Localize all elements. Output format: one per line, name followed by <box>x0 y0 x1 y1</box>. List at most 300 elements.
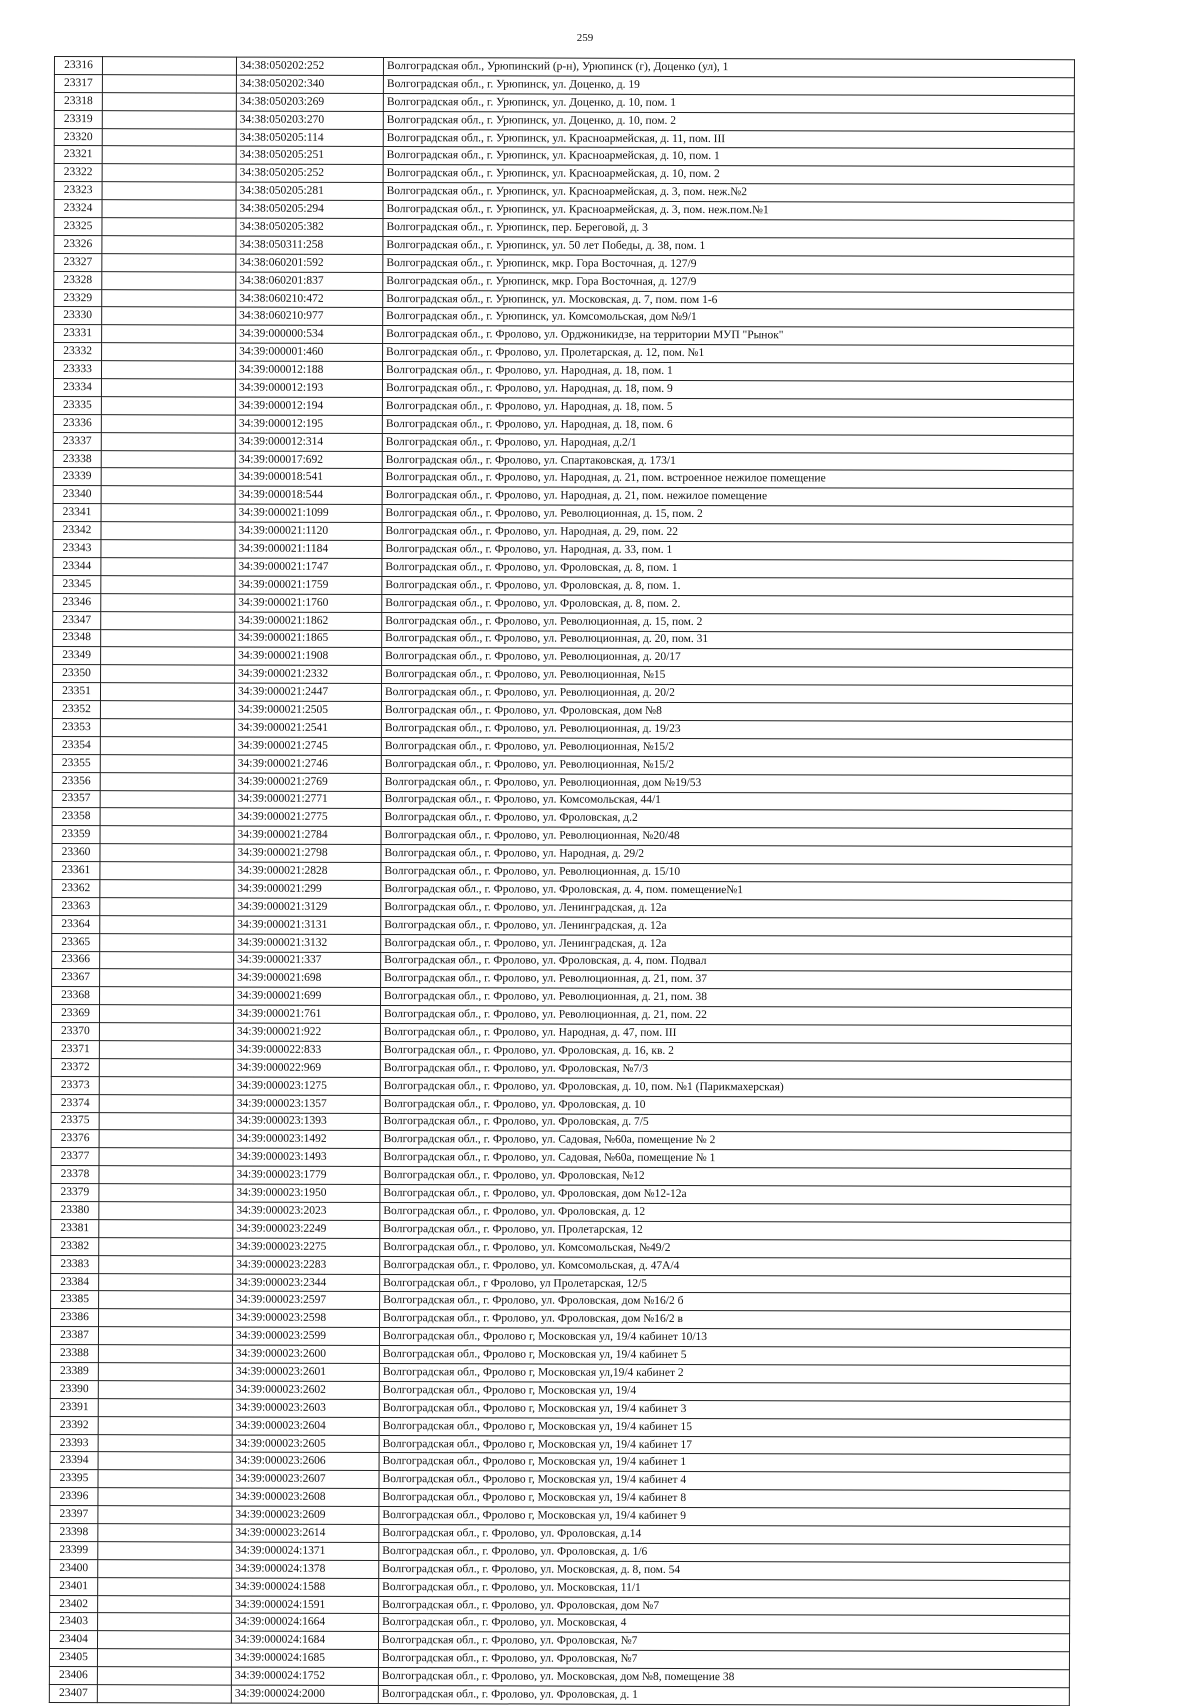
empty-cell <box>99 1255 233 1273</box>
empty-cell <box>97 1649 231 1667</box>
address-cell: Волгоградская обл., г. Фролово, ул. Революционная, №20/48 <box>381 827 1072 847</box>
cadastral-number-cell: 34:38:050203:270 <box>236 111 383 129</box>
cadastral-number-cell: 34:39:000023:2605 <box>232 1435 379 1453</box>
row-number-cell: 23362 <box>52 879 100 897</box>
cadastral-number-cell: 34:39:000023:2023 <box>233 1202 380 1220</box>
address-cell: Волгоградская обл., г. Урюпинск, пер. Береговой, д. 3 <box>383 219 1074 239</box>
row-number-cell: 23397 <box>50 1506 98 1524</box>
address-cell: Волгоградская обл., Фролово г, Московская ул, 19/4 кабинет 17 <box>379 1435 1070 1455</box>
empty-cell <box>98 1345 232 1363</box>
cadastral-number-cell: 34:39:000021:2505 <box>234 701 381 719</box>
cadastral-number-cell: 34:39:000021:2784 <box>234 826 381 844</box>
cadastral-number-cell: 34:39:000021:2798 <box>234 844 381 862</box>
row-number-cell: 23382 <box>51 1237 99 1255</box>
cadastral-number-cell: 34:39:000000:534 <box>236 325 383 343</box>
row-number-cell: 23371 <box>51 1040 99 1058</box>
empty-cell <box>98 1613 232 1631</box>
cadastral-number-cell: 34:39:000021:1747 <box>235 558 382 576</box>
address-cell: Волгоградская обл., г. Фролово, ул. Фроловская, д. 8, пом. 2. <box>382 594 1073 614</box>
address-cell: Волгоградская обл., г. Фролово, ул. Народная, д. 47, пом. III <box>380 1024 1071 1044</box>
empty-cell <box>101 593 235 611</box>
cadastral-number-cell: 34:39:000021:1760 <box>235 594 382 612</box>
row-number-cell: 23330 <box>54 307 102 325</box>
empty-cell <box>99 1166 233 1184</box>
cadastral-number-cell: 34:39:000021:2828 <box>234 862 381 880</box>
address-cell: Волгоградская обл., г. Фролово, ул. Революционная, д. 21, пом. 37 <box>381 970 1072 990</box>
cadastral-number-cell: 34:39:000012:194 <box>235 397 382 415</box>
cadastral-number-cell: 34:39:000024:1378 <box>232 1560 379 1578</box>
address-cell: Волгоградская обл., г. Урюпинск, ул. Комсомольская, дом №9/1 <box>383 308 1074 328</box>
cadastral-number-cell: 34:39:000021:922 <box>233 1023 380 1041</box>
row-number-cell: 23338 <box>53 450 101 468</box>
row-number-cell: 23392 <box>50 1416 98 1434</box>
empty-cell <box>101 504 235 522</box>
address-cell: Волгоградская обл., г. Фролово, ул. Революционная, д. 20, пом. 31 <box>382 630 1073 650</box>
cadastral-number-cell: 34:39:000023:2603 <box>232 1399 379 1417</box>
row-number-cell: 23391 <box>50 1398 98 1416</box>
row-number-cell: 23395 <box>50 1470 98 1488</box>
row-number-cell: 23350 <box>53 665 101 683</box>
empty-cell <box>100 844 234 862</box>
row-number-cell: 23401 <box>50 1577 98 1595</box>
address-cell: Волгоградская обл., Фролово г, Московская ул, 19/4 кабинет 15 <box>379 1417 1070 1437</box>
row-number-cell: 23360 <box>52 844 100 862</box>
row-number-cell: 23331 <box>54 325 102 343</box>
address-cell: Волгоградская обл., г. Фролово, ул. Революционная, д. 19/23 <box>381 719 1072 739</box>
row-number-cell: 23364 <box>52 915 100 933</box>
row-number-cell: 23372 <box>51 1058 99 1076</box>
empty-cell <box>98 1524 232 1542</box>
address-cell: Волгоградская обл., г. Фролово, ул. Народная, д. 18, пом. 5 <box>382 397 1073 417</box>
empty-cell <box>98 1452 232 1470</box>
empty-cell <box>99 1220 233 1238</box>
address-cell: Волгоградская обл., г. Фролово, ул. Фроловская, д. 1/6 <box>379 1542 1070 1562</box>
empty-cell <box>100 898 234 916</box>
address-cell: Волгоградская обл., г. Фролово, ул. Ленинградская, д. 12а <box>381 916 1072 936</box>
cadastral-number-cell: 34:39:000021:3132 <box>234 934 381 952</box>
address-cell: Волгоградская обл., г. Фролово, ул. Садовая, №60а, помещение № 2 <box>380 1131 1071 1151</box>
address-cell: Волгоградская обл., г. Фролово, ул. Комсомольская, №49/2 <box>380 1238 1071 1258</box>
address-cell: Волгоградская обл., г. Фролово, ул. Народная, д. 29/2 <box>381 845 1072 865</box>
empty-cell <box>101 379 235 397</box>
empty-cell <box>98 1577 232 1595</box>
empty-cell <box>100 862 234 880</box>
cadastral-number-cell: 34:39:000012:188 <box>235 361 382 379</box>
address-cell: Волгоградская обл., г. Фролово, ул. Фроловская, дом №8 <box>381 702 1072 722</box>
address-cell: Волгоградская обл., г. Фролово, ул. Революционная, д. 15, пом. 2 <box>382 612 1073 632</box>
address-cell: Волгоградская обл., г. Фролово, ул. Фроловская, дом №16/2 б <box>380 1292 1071 1312</box>
address-cell: Волгоградская обл., г. Фролово, ул. Революционная, дом №19/53 <box>381 773 1072 793</box>
empty-cell <box>100 754 234 772</box>
address-cell: Волгоградская обл., г. Фролово, ул. Фроловская, д. 4, пом. помещение№1 <box>381 880 1072 900</box>
row-number-cell: 23337 <box>53 432 101 450</box>
address-cell: Волгоградская обл., г. Фролово, ул. Фроловская, №7 <box>378 1650 1069 1670</box>
cadastral-number-cell: 34:39:000024:2000 <box>231 1685 378 1703</box>
cadastral-number-cell: 34:39:000023:2604 <box>232 1417 379 1435</box>
row-number-cell: 23367 <box>52 969 100 987</box>
address-cell: Волгоградская обл., г. Фролово, ул. Ленинградская, д. 12а <box>381 934 1072 954</box>
row-number-cell: 23356 <box>52 772 100 790</box>
row-number-cell: 23376 <box>51 1130 99 1148</box>
cadastral-number-cell: 34:39:000021:1908 <box>235 647 382 665</box>
cadastral-number-cell: 34:39:000023:2602 <box>232 1381 379 1399</box>
address-cell: Волгоградская обл., г. Фролово, ул. Народная, д. 18, пом. 6 <box>382 415 1073 435</box>
row-number-cell: 23344 <box>53 557 101 575</box>
row-number-cell: 23387 <box>50 1327 98 1345</box>
cadastral-number-cell: 34:39:000023:1357 <box>233 1095 380 1113</box>
row-number-cell: 23396 <box>50 1488 98 1506</box>
cadastral-number-cell: 34:38:050205:251 <box>236 147 383 165</box>
empty-cell <box>99 1130 233 1148</box>
cadastral-number-cell: 34:39:000021:1120 <box>235 522 382 540</box>
row-number-cell: 23354 <box>52 736 100 754</box>
row-number-cell: 23343 <box>53 540 101 558</box>
row-number-cell: 23373 <box>51 1076 99 1094</box>
row-number-cell: 23357 <box>52 790 100 808</box>
address-cell: Волгоградская обл., г. Урюпинск, ул. Московская, д. 7, пом. пом 1-6 <box>383 290 1074 310</box>
address-cell: Волгоградская обл., г. Фролово, ул. Фроловская, д. 16, кв. 2 <box>380 1042 1071 1062</box>
cadastral-number-cell: 34:39:000023:2607 <box>232 1470 379 1488</box>
address-cell: Волгоградская обл., г. Урюпинск, ул. Красноармейская, д. 10, пом. 2 <box>383 165 1074 185</box>
empty-cell <box>101 468 235 486</box>
empty-cell <box>99 1041 233 1059</box>
address-cell: Волгоградская обл., Урюпинский (р-н), Урюпинск (г), Доценко (ул), 1 <box>383 58 1074 78</box>
row-number-cell: 23398 <box>50 1524 98 1542</box>
empty-cell <box>101 432 235 450</box>
empty-cell <box>101 397 235 415</box>
address-cell: Волгоградская обл., г. Фролово, ул. Народная, д.2/1 <box>382 433 1073 453</box>
cadastral-number-cell: 34:39:000023:2601 <box>232 1363 379 1381</box>
empty-cell <box>99 1076 233 1094</box>
cadastral-number-cell: 34:39:000023:2597 <box>233 1292 380 1310</box>
cadastral-number-cell: 34:39:000023:1779 <box>233 1166 380 1184</box>
address-cell: Волгоградская обл., г. Фролово, ул. Пролетарская, д. 12, пом. №1 <box>383 344 1074 364</box>
empty-cell <box>99 1273 233 1291</box>
cadastral-number-cell: 34:39:000021:2332 <box>235 665 382 683</box>
empty-cell <box>100 880 234 898</box>
cadastral-number-cell: 34:39:000024:1591 <box>232 1596 379 1614</box>
empty-cell <box>98 1559 232 1577</box>
row-number-cell: 23379 <box>51 1184 99 1202</box>
address-cell: Волгоградская обл., Фролово г, Московская ул, 19/4 кабинет 5 <box>379 1346 1070 1366</box>
address-cell: Волгоградская обл., г. Фролово, ул. Революционная, д. 21, пом. 22 <box>380 1006 1071 1026</box>
empty-cell <box>100 683 234 701</box>
cadastral-number-cell: 34:39:000021:299 <box>234 880 381 898</box>
empty-cell <box>102 200 236 218</box>
empty-cell <box>99 1148 233 1166</box>
cadastral-number-cell: 34:39:000021:3129 <box>234 898 381 916</box>
empty-cell <box>97 1631 231 1649</box>
row-number-cell: 23319 <box>54 110 102 128</box>
cadastral-number-cell: 34:39:000024:1752 <box>231 1667 378 1685</box>
empty-cell <box>100 719 234 737</box>
cadastral-number-cell: 34:39:000021:1862 <box>235 612 382 630</box>
address-cell: Волгоградская обл., Фролово г, Московская ул, 19/4 <box>379 1381 1070 1401</box>
address-cell: Волгоградская обл., г. Урюпинск, мкр. Гора Восточная, д. 127/9 <box>383 272 1074 292</box>
cadastral-number-cell: 34:39:000021:699 <box>234 987 381 1005</box>
address-cell: Волгоградская обл., г. Фролово, ул. Орджоникидзе, на территории МУП "Рынок" <box>383 326 1074 346</box>
cadastral-number-cell: 34:39:000021:698 <box>234 969 381 987</box>
cadastral-number-cell: 34:38:050311:258 <box>236 236 383 254</box>
row-number-cell: 23363 <box>52 897 100 915</box>
empty-cell <box>102 182 236 200</box>
empty-cell <box>102 128 236 146</box>
empty-cell <box>100 790 234 808</box>
empty-cell <box>102 253 236 271</box>
row-number-cell: 23390 <box>50 1380 98 1398</box>
row-number-cell: 23329 <box>54 289 102 307</box>
address-cell: Волгоградская обл., г. Фролово, ул. Фроловская, д. 8, пом. 1. <box>382 576 1073 596</box>
row-number-cell: 23368 <box>52 987 100 1005</box>
row-number-cell: 23325 <box>54 218 102 236</box>
cadastral-number-cell: 34:39:000024:1684 <box>231 1631 378 1649</box>
row-number-cell: 23370 <box>51 1023 99 1041</box>
row-number-cell: 23375 <box>51 1112 99 1130</box>
empty-cell <box>101 647 235 665</box>
empty-cell <box>100 933 234 951</box>
address-cell: Волгоградская обл., г. Фролово, ул. Московская, дом №8, помещение 38 <box>378 1668 1069 1688</box>
empty-cell <box>100 772 234 790</box>
cadastral-number-cell: 34:39:000021:2745 <box>234 737 381 755</box>
row-number-cell: 23404 <box>49 1631 97 1649</box>
row-number-cell: 23341 <box>53 504 101 522</box>
cadastral-number-cell: 34:39:000021:337 <box>234 952 381 970</box>
empty-cell <box>100 736 234 754</box>
address-cell: Волгоградская обл., г. Фролово, ул. Фроловская, №12 <box>380 1167 1071 1187</box>
address-cell: Волгоградская обл., Фролово г, Московская ул,19/4 кабинет 2 <box>379 1364 1070 1384</box>
cadastral-number-cell: 34:39:000023:2609 <box>232 1506 379 1524</box>
address-cell: Волгоградская обл., г. Фролово, ул. Народная, д. 21, пом. нежилое помещение <box>382 487 1073 507</box>
cadastral-number-cell: 34:38:060201:592 <box>236 254 383 272</box>
cadastral-number-cell: 34:39:000021:1099 <box>235 504 382 522</box>
cadastral-number-cell: 34:39:000023:2344 <box>233 1274 380 1292</box>
empty-cell <box>98 1434 232 1452</box>
cadastral-number-cell: 34:39:000018:544 <box>235 486 382 504</box>
address-cell: Волгоградская обл., г. Фролово, ул. Фроловская, д. 10, пом. №1 (Парикмахерская) <box>380 1077 1071 1097</box>
row-number-cell: 23317 <box>54 74 102 92</box>
address-cell: Волгоградская обл., г Фролово, ул Пролетарская, 12/5 <box>380 1274 1071 1294</box>
address-cell: Волгоградская обл., г. Фролово, ул. Народная, д. 18, пом. 1 <box>382 362 1073 382</box>
row-number-cell: 23333 <box>53 361 101 379</box>
address-cell: Волгоградская обл., г. Фролово, ул. Комсомольская, 44/1 <box>381 791 1072 811</box>
address-cell: Волгоградская обл., г. Фролово, ул. Фроловская, д. 7/5 <box>380 1113 1071 1133</box>
row-number-cell: 23328 <box>54 271 102 289</box>
address-cell: Волгоградская обл., г. Фролово, ул. Фроловская, д.2 <box>381 809 1072 829</box>
empty-cell <box>100 915 234 933</box>
row-number-cell: 23346 <box>53 593 101 611</box>
row-number-cell: 23318 <box>54 92 102 110</box>
cadastral-number-cell: 34:39:000021:3131 <box>234 916 381 934</box>
row-number-cell: 23405 <box>49 1649 97 1667</box>
address-cell: Волгоградская обл., г. Фролово, ул. Фроловская, д. 4, пом. Подвал <box>381 952 1072 972</box>
address-cell: Волгоградская обл., г. Фролово, ул. Фроловская, д. 8, пом. 1 <box>382 558 1073 578</box>
row-number-cell: 23374 <box>51 1094 99 1112</box>
address-cell: Волгоградская обл., г. Фролово, ул. Фроловская, №7/3 <box>380 1059 1071 1079</box>
cadastral-number-cell: 34:38:050205:382 <box>236 218 383 236</box>
row-number-cell: 23324 <box>54 200 102 218</box>
cadastral-number-cell: 34:39:000012:195 <box>235 415 382 433</box>
empty-cell <box>98 1363 232 1381</box>
row-number-cell: 23377 <box>51 1148 99 1166</box>
cadastral-number-cell: 34:39:000021:1759 <box>235 576 382 594</box>
address-cell: Волгоградская обл., г. Фролово, ул. Народная, д. 21, пом. встроенное нежилое помещение <box>382 469 1073 489</box>
address-cell: Волгоградская обл., г. Урюпинск, ул. Красноармейская, д. 3, пом. неж.№2 <box>383 183 1074 203</box>
row-number-cell: 23335 <box>53 396 101 414</box>
row-number-cell: 23386 <box>51 1309 99 1327</box>
empty-cell <box>98 1398 232 1416</box>
cadastral-number-cell: 34:39:000023:2606 <box>232 1453 379 1471</box>
cadastral-number-cell: 34:39:000024:1685 <box>231 1649 378 1667</box>
cadastral-number-cell: 34:39:000021:2771 <box>234 791 381 809</box>
address-cell: Волгоградская обл., г. Фролово, ул. Народная, д. 29, пом. 22 <box>382 523 1073 543</box>
empty-cell <box>99 1005 233 1023</box>
empty-cell <box>101 575 235 593</box>
empty-cell <box>101 450 235 468</box>
empty-cell <box>102 325 236 343</box>
address-cell: Волгоградская обл., Фролово г, Московская ул, 19/4 кабинет 4 <box>379 1471 1070 1491</box>
cadastral-number-cell: 34:38:050205:252 <box>236 164 383 182</box>
cadastral-number-cell: 34:39:000023:2608 <box>232 1488 379 1506</box>
address-cell: Волгоградская обл., г. Фролово, ул. Московская, 11/1 <box>379 1578 1070 1598</box>
empty-cell <box>98 1470 232 1488</box>
empty-cell <box>100 987 234 1005</box>
cadastral-number-cell: 34:38:060201:837 <box>236 272 383 290</box>
address-cell: Волгоградская обл., г. Фролово, ул. Революционная, д. 20/17 <box>382 648 1073 668</box>
empty-cell <box>101 486 235 504</box>
address-cell: Волгоградская обл., г. Фролово, ул. Революционная, д. 20/2 <box>381 684 1072 704</box>
address-cell: Волгоградская обл., г. Фролово, ул. Фроловская, д. 12 <box>380 1203 1071 1223</box>
address-cell: Волгоградская обл., Фролово г, Московская ул, 19/4 кабинет 1 <box>379 1453 1070 1473</box>
cadastral-number-cell: 34:39:000023:2249 <box>233 1220 380 1238</box>
empty-cell <box>100 951 234 969</box>
cadastral-number-cell: 34:39:000021:2746 <box>234 755 381 773</box>
cadastral-number-cell: 34:38:050205:294 <box>236 200 383 218</box>
empty-cell <box>97 1667 231 1685</box>
row-number-cell: 23403 <box>50 1613 98 1631</box>
row-number-cell: 23407 <box>49 1685 97 1703</box>
cadastral-number-cell: 34:39:000021:761 <box>233 1005 380 1023</box>
row-number-cell: 23351 <box>52 683 100 701</box>
property-table <box>49 56 1075 1706</box>
cadastral-number-cell: 34:39:000012:193 <box>235 379 382 397</box>
address-cell: Волгоградская обл., г. Урюпинск, мкр. Гора Восточная, д. 127/9 <box>383 254 1074 274</box>
empty-cell <box>98 1416 232 1434</box>
row-number-cell: 23355 <box>52 754 100 772</box>
row-number-cell: 23327 <box>54 253 102 271</box>
row-number-cell: 23359 <box>52 826 100 844</box>
row-number-cell: 23394 <box>50 1452 98 1470</box>
empty-cell <box>98 1381 232 1399</box>
empty-cell <box>99 1112 233 1130</box>
empty-cell <box>99 1237 233 1255</box>
address-cell: Волгоградская обл., г. Фролово, ул. Революционная, д. 21, пом. 38 <box>381 988 1072 1008</box>
empty-cell <box>98 1595 232 1613</box>
row-number-cell: 23326 <box>54 235 102 253</box>
property-table-body <box>49 57 1074 1706</box>
row-number-cell: 23385 <box>51 1291 99 1309</box>
cadastral-number-cell: 34:39:000012:314 <box>235 433 382 451</box>
row-number-cell: 23406 <box>49 1667 97 1685</box>
row-number-cell: 23384 <box>51 1273 99 1291</box>
empty-cell <box>102 146 236 164</box>
empty-cell <box>99 1291 233 1309</box>
address-cell: Волгоградская обл., г. Фролово, ул. Ленинградская, д. 12а <box>381 898 1072 918</box>
cadastral-number-cell: 34:39:000024:1371 <box>232 1542 379 1560</box>
row-number-cell: 23316 <box>54 57 102 75</box>
row-number-cell: 23369 <box>51 1005 99 1023</box>
address-cell: Волгоградская обл., г. Фролово, ул. Садовая, №60а, помещение № 1 <box>380 1149 1071 1169</box>
address-cell: Волгоградская обл., г. Фролово, ул. Московская, д. 8, пом. 54 <box>379 1560 1070 1580</box>
row-number-cell: 23352 <box>52 701 100 719</box>
address-cell: Волгоградская обл., Фролово г, Московская ул, 19/4 кабинет 3 <box>379 1399 1070 1419</box>
cadastral-number-cell: 34:39:000023:1493 <box>233 1148 380 1166</box>
row-number-cell: 23321 <box>54 146 102 164</box>
page-number: 259 <box>576 32 594 44</box>
cadastral-number-cell: 34:38:050202:340 <box>236 75 383 93</box>
row-number-cell: 23366 <box>52 951 100 969</box>
cadastral-number-cell: 34:38:050205:114 <box>236 129 383 147</box>
empty-cell <box>99 1094 233 1112</box>
row-number-cell: 23388 <box>50 1345 98 1363</box>
empty-cell <box>100 808 234 826</box>
row-number-cell: 23380 <box>51 1201 99 1219</box>
row-number-cell: 23402 <box>50 1595 98 1613</box>
empty-cell <box>101 665 235 683</box>
cadastral-number-cell: 34:39:000021:2541 <box>234 719 381 737</box>
cadastral-number-cell: 34:38:060210:472 <box>236 290 383 308</box>
empty-cell <box>102 218 236 236</box>
cadastral-number-cell: 34:39:000017:692 <box>235 451 382 469</box>
cadastral-number-cell: 34:39:000021:2769 <box>234 773 381 791</box>
cadastral-number-cell: 34:39:000018:541 <box>235 469 382 487</box>
row-number-cell: 23353 <box>52 718 100 736</box>
cadastral-number-cell: 34:39:000001:460 <box>236 343 383 361</box>
row-number-cell: 23332 <box>54 343 102 361</box>
address-cell: Волгоградская обл., г. Фролово, ул. Фроловская, д. 10 <box>380 1095 1071 1115</box>
address-cell: Волгоградская обл., г. Урюпинск, ул. 50 лет Победы, д. 38, пом. 1 <box>383 236 1074 256</box>
empty-cell <box>99 1202 233 1220</box>
cadastral-number-cell: 34:39:000021:2447 <box>234 683 381 701</box>
empty-cell <box>101 611 235 629</box>
cadastral-number-cell: 34:39:000023:2598 <box>233 1309 380 1327</box>
empty-cell <box>98 1488 232 1506</box>
cadastral-number-cell: 34:39:000023:2275 <box>233 1238 380 1256</box>
address-cell: Волгоградская обл., г. Фролово, ул. Революционная, д. 15, пом. 2 <box>382 505 1073 525</box>
empty-cell <box>101 361 235 379</box>
address-cell: Волгоградская обл., г. Фролово, ул. Народная, д. 33, пом. 1 <box>382 541 1073 561</box>
cadastral-number-cell: 34:39:000022:833 <box>233 1041 380 1059</box>
cadastral-number-cell: 34:39:000023:2614 <box>232 1524 379 1542</box>
empty-cell <box>102 289 236 307</box>
address-cell: Волгоградская обл., г. Фролово, ул. Пролетарская, 12 <box>380 1220 1071 1240</box>
row-number-cell: 23340 <box>53 486 101 504</box>
address-cell: Волгоградская обл., г. Фролово, ул. Революционная, №15/2 <box>381 755 1072 775</box>
row-number-cell: 23365 <box>52 933 100 951</box>
row-number-cell: 23320 <box>54 128 102 146</box>
address-cell: Волгоградская обл., г. Урюпинск, ул. Доценко, д. 10, пом. 2 <box>383 111 1074 131</box>
address-cell: Волгоградская обл., г. Фролово, ул. Фроловская, №7 <box>378 1632 1069 1652</box>
cadastral-number-cell: 34:39:000023:1492 <box>233 1131 380 1149</box>
row-number-cell: 23399 <box>50 1541 98 1559</box>
cadastral-number-cell: 34:39:000024:1664 <box>232 1614 379 1632</box>
row-number-cell: 23381 <box>51 1219 99 1237</box>
address-cell: Волгоградская обл., г. Фролово, ул. Московская, 4 <box>379 1614 1070 1634</box>
empty-cell <box>99 1184 233 1202</box>
cadastral-number-cell: 34:38:060210:977 <box>236 308 383 326</box>
address-cell: Волгоградская обл., Фролово г, Московская ул, 19/4 кабинет 10/13 <box>379 1328 1070 1348</box>
address-cell: Волгоградская обл., г. Урюпинск, ул. Красноармейская, д. 3, пом. неж.пом.№1 <box>383 201 1074 221</box>
cadastral-number-cell: 34:39:000023:1950 <box>233 1184 380 1202</box>
